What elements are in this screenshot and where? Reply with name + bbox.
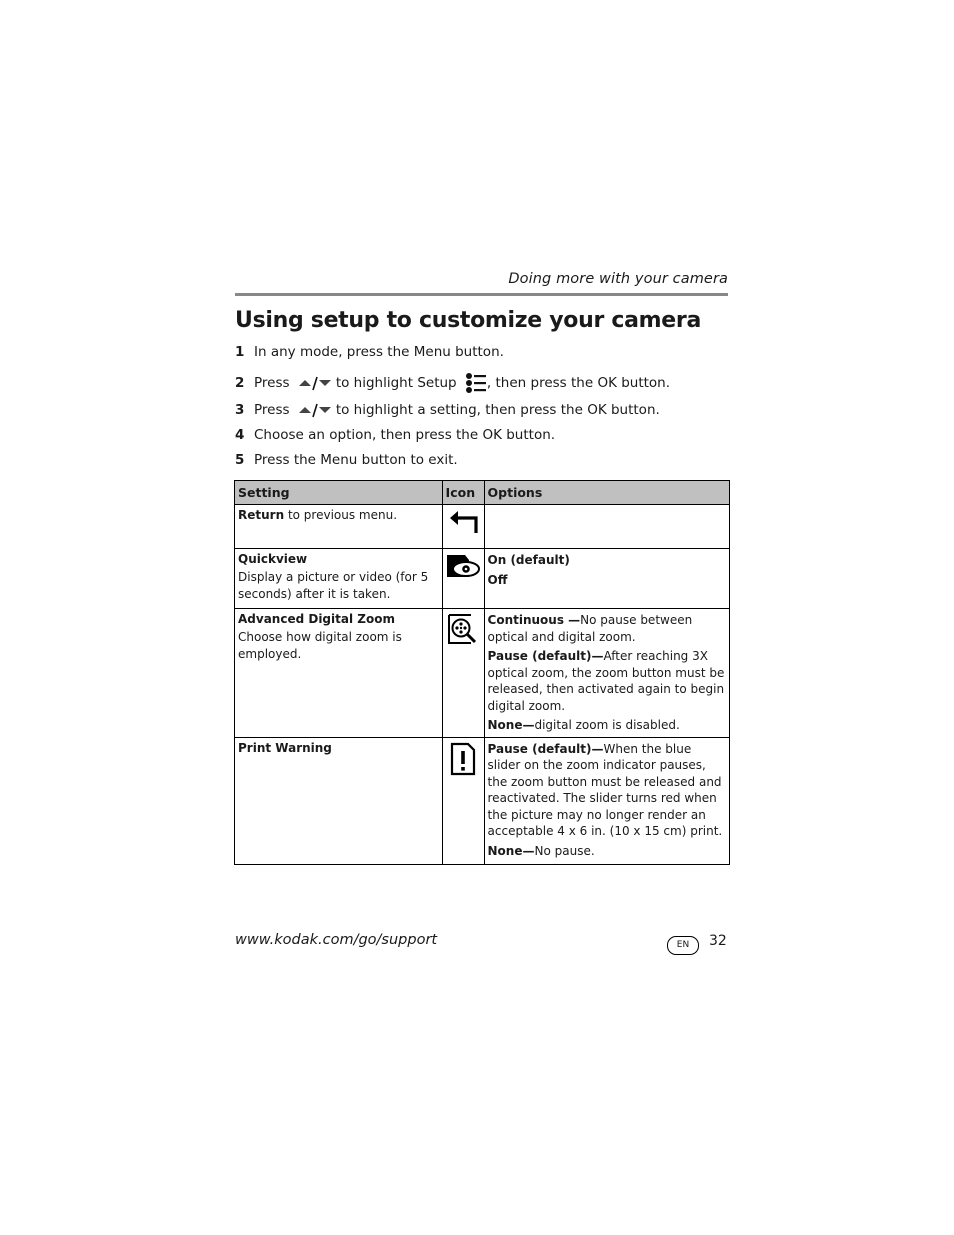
setting-cell (235, 549, 443, 609)
quickview-eye-icon (445, 553, 481, 579)
settings-table (234, 480, 730, 865)
options-cell (484, 549, 729, 609)
option-on-default: On (default) (487, 553, 570, 567)
column-header-icon: Icon (442, 481, 484, 505)
up-down-arrows-icon (298, 402, 332, 418)
step-text: Press (254, 375, 290, 391)
step-number: 5 (235, 452, 245, 468)
step-1 (235, 344, 504, 360)
running-header: Doing more with your camera (508, 271, 728, 287)
step-text: , then press the OK button. (486, 375, 671, 391)
setting-description: Choose how digital zoom is employed. (238, 630, 402, 661)
table-row (235, 737, 730, 864)
step-text: Choose an option, then press the OK button. (254, 427, 556, 443)
setting-description: Display a picture or video (for 5 seconds) after it is taken. (238, 570, 429, 601)
table-row (235, 549, 730, 609)
print-warning-icon (449, 742, 477, 776)
option-none (488, 843, 726, 860)
up-down-arrows-icon (298, 375, 332, 391)
option-label: Pause (default)— (487, 649, 604, 663)
step-5 (235, 452, 458, 468)
setting-name-suffix: to previous menu. (284, 508, 398, 522)
option-pause-default (488, 648, 726, 714)
option-label: Pause (default)— (487, 741, 604, 756)
header-rule (235, 293, 728, 296)
option-text: When the blue slider on the zoom indicator pauses, the zoom button must be released and reactivated. The slider turns red when the picture may no longer render an acceptable 4 x 6 in. (10 x 15 cm) print. (487, 741, 723, 838)
option-off: Off (487, 572, 508, 587)
options-cell (484, 737, 729, 864)
setting-cell (235, 505, 443, 549)
option-text: After reaching 3X optical zoom, the zoom button must be released, then activated again to begin digital zoom. (487, 649, 725, 713)
option-label: None— (487, 843, 535, 858)
step-number: 2 (235, 375, 245, 391)
setting-name: Quickview (238, 552, 308, 566)
option-text: digital zoom is disabled. (534, 718, 680, 732)
page-title: Using setup to customize your camera (235, 308, 701, 333)
options-cell (484, 505, 729, 549)
return-arrow-icon (447, 509, 479, 535)
step-text: to highlight a setting, then press the OK button. (335, 402, 660, 418)
option-label: None— (487, 718, 535, 732)
step-text: to highlight Setup (335, 375, 457, 391)
icon-cell (442, 737, 484, 864)
step-text: Press (254, 402, 290, 418)
table-row (235, 505, 730, 549)
step-text: In any mode, press the Menu button. (254, 344, 504, 360)
step-number: 1 (235, 344, 245, 360)
page-number: 32 (709, 933, 727, 949)
column-header-options: Options (484, 481, 729, 505)
step-text: Press the Menu button to exit. (254, 452, 458, 468)
digital-zoom-icon (447, 613, 479, 645)
option-text: No pause between optical and digital zoom. (487, 613, 693, 644)
step-number: 4 (235, 427, 245, 443)
options-cell (484, 609, 729, 738)
step-2 (235, 372, 670, 394)
setup-icon (465, 372, 487, 394)
icon-cell (442, 505, 484, 549)
option-none (488, 717, 726, 734)
icon-cell (442, 609, 484, 738)
option-pause-default (488, 741, 726, 840)
step-4 (235, 427, 555, 443)
option-continuous (488, 612, 726, 645)
table-row (235, 609, 730, 738)
setting-cell (235, 609, 443, 738)
setting-name: Print Warning (238, 740, 332, 755)
option-text: No pause. (534, 843, 595, 858)
icon-cell (442, 549, 484, 609)
step-number: 3 (235, 402, 245, 418)
setting-name: Return (238, 508, 285, 522)
setting-name: Advanced Digital Zoom (238, 612, 395, 626)
step-3 (235, 402, 660, 418)
option-label: Continuous — (487, 613, 581, 627)
support-url[interactable]: www.kodak.com/go/support (235, 932, 438, 948)
table-header-row (235, 481, 730, 505)
column-header-setting: Setting (235, 481, 443, 505)
language-badge: EN (667, 936, 699, 955)
setting-cell (235, 737, 443, 864)
